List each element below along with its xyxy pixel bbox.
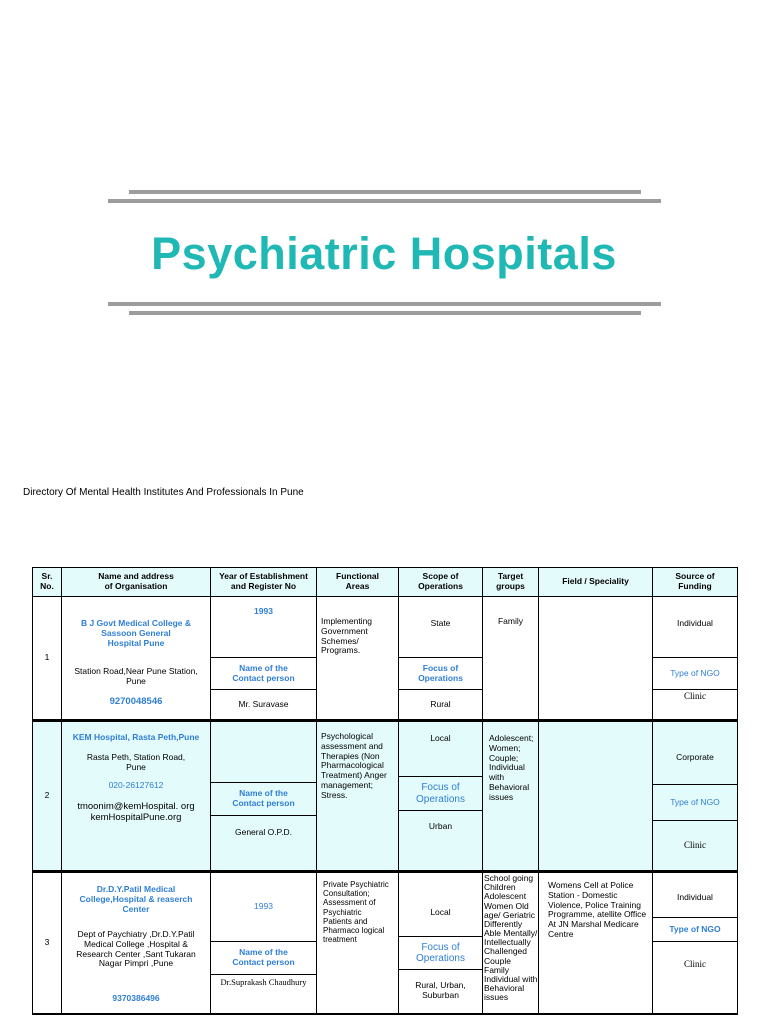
row2-target-cell — [482, 721, 539, 871]
row1-name-cell — [61, 596, 211, 720]
row3-target: School going Children Adolescent Women Old age/ Geriatric Differently Able Mentally/ Intellectually Challenged Couple Family Individual with Behavioral issues — [484, 873, 538, 1003]
row3-scope: Local — [398, 872, 483, 937]
row3-focus-cell — [398, 969, 483, 1014]
row3-org-name: Dr.D.Y.Patil Medical College,Hospital & reaserch Center — [79, 884, 193, 914]
row3-funding: Individual — [652, 872, 738, 918]
row3-name-cell — [61, 872, 211, 1014]
page-title: Psychiatric Hospitals — [151, 228, 617, 279]
top-rule-2 — [108, 199, 661, 203]
row2-focus-label: Focus of Operations — [398, 776, 483, 811]
row2-funding-cell — [652, 721, 738, 785]
row-separator-3 — [32, 1013, 738, 1015]
row2-functional: Psychological assessment and Therapies (Non Pharmacological Treatment) Anger management; Stress. — [321, 731, 387, 800]
row1-contact-label: Name of the Contact person — [210, 657, 317, 690]
row2-ngo-type: Clinic — [652, 820, 738, 871]
row2-field — [538, 721, 653, 871]
row1-address: Station Road,Near Pune Station, Pune — [74, 666, 198, 686]
row2-ngo-label: Type of NGO — [652, 784, 738, 821]
row2-contact: General O.P.D. — [210, 815, 317, 871]
row3-contact-label: Name of the Contact person — [210, 941, 317, 975]
row1-functional: Implementing Government Schemes/ Programs. — [321, 616, 373, 656]
header-year: Year of Establishment and Register No — [210, 567, 317, 597]
row1-phone: 9270048546 — [109, 696, 163, 707]
bottom-rule-2 — [129, 311, 641, 315]
row2-funding: Corporate — [676, 752, 714, 762]
row2-phone: 020-26127612 — [108, 780, 164, 790]
row1-functional-cell — [316, 596, 399, 720]
row2-focus-cell — [398, 810, 483, 871]
row2-sr: 2 — [32, 721, 62, 871]
row1-funding: Individual — [677, 618, 713, 628]
row2-functional-cell — [316, 721, 399, 871]
row3-ngo-type: Clinic — [652, 941, 738, 1014]
row1-scope-cell — [398, 596, 483, 658]
row3-field-cell — [538, 872, 653, 1014]
row1-contact: Mr. Suravase — [210, 689, 317, 720]
header-target: Target groups — [482, 567, 539, 597]
row3-contact: Dr.Suprakash Chaudhury — [210, 974, 317, 1014]
row3-focus: Rural, Urban, Suburban — [415, 980, 466, 1000]
row3-phone: 9370386496 — [112, 993, 160, 1003]
header-scope: Scope of Operations — [398, 567, 483, 597]
row1-target-cell — [482, 596, 539, 720]
row3-functional: Private Psychiatric Consultation; Assessment of Psychiatric Patients and Pharmaco logical treatment — [323, 880, 389, 945]
row3-field: Womens Cell at Police Station - Domestic Violence, Police Training Programme, atellite Office At JN Marshal Medicare Centre — [548, 880, 647, 939]
row1-sr: 1 — [32, 596, 62, 720]
row3-focus-label: Focus of Operations — [398, 936, 483, 970]
header-field: Field / Speciality — [538, 567, 653, 597]
row2-target: Adolescent; Women; Couple; Individual with Behavioral issues — [489, 733, 534, 802]
row1-year-cell — [210, 596, 317, 658]
row3-target-cell — [482, 872, 539, 1014]
row2-contact-label: Name of the Contact person — [210, 782, 317, 816]
row1-year: 1993 — [254, 606, 273, 616]
row1-funding-cell — [652, 596, 738, 658]
row2-name-cell — [61, 721, 211, 871]
header-name: Name and address of Organisation — [61, 567, 211, 597]
row1-focus: Rural — [398, 689, 483, 720]
row1-field — [538, 596, 653, 720]
row2-year — [210, 721, 317, 783]
top-rule-1 — [129, 190, 641, 194]
row2-scope-cell — [398, 721, 483, 777]
bottom-rule-1 — [108, 302, 661, 306]
row3-sr: 3 — [32, 872, 62, 1014]
row1-ngo-type: Clinic — [652, 689, 738, 720]
row1-scope: State — [430, 618, 451, 628]
header-funding: Source of Funding — [652, 567, 738, 597]
header-functional: Functional Areas — [316, 567, 399, 597]
row3-address: Dept of Paychiatry ,Dr.D.Y.Patil Medical College ,Hospital & Research Center ,Sant Tukaran Nagar Pimpri ,Pune — [76, 929, 196, 969]
row2-address: Rasta Peth, Station Road, Pune — [86, 752, 186, 772]
row1-org-name: B J Govt Medical College & Sassoon General Hospital Pune — [80, 618, 192, 648]
row2-org-name: KEM Hospital, Rasta Peth,Pune — [72, 732, 200, 742]
row2-email: tmoonim@kemHospital. org kemHospitalPune.org — [77, 801, 195, 823]
row3-year: 1993 — [210, 872, 317, 942]
row2-focus: Urban — [428, 821, 453, 831]
row2-scope: Local — [430, 733, 451, 743]
page-subtitle: Directory Of Mental Health Institutes And Professionals In Pune — [23, 487, 304, 498]
row1-ngo-label: Type of NGO — [652, 657, 738, 690]
row1-focus-label: Focus of Operations — [398, 657, 483, 690]
row3-functional-cell — [316, 872, 399, 1014]
header-sr: Sr. No. — [32, 567, 62, 597]
row1-target: Family — [497, 616, 524, 626]
row3-ngo-label: Type of NGO — [652, 917, 738, 942]
